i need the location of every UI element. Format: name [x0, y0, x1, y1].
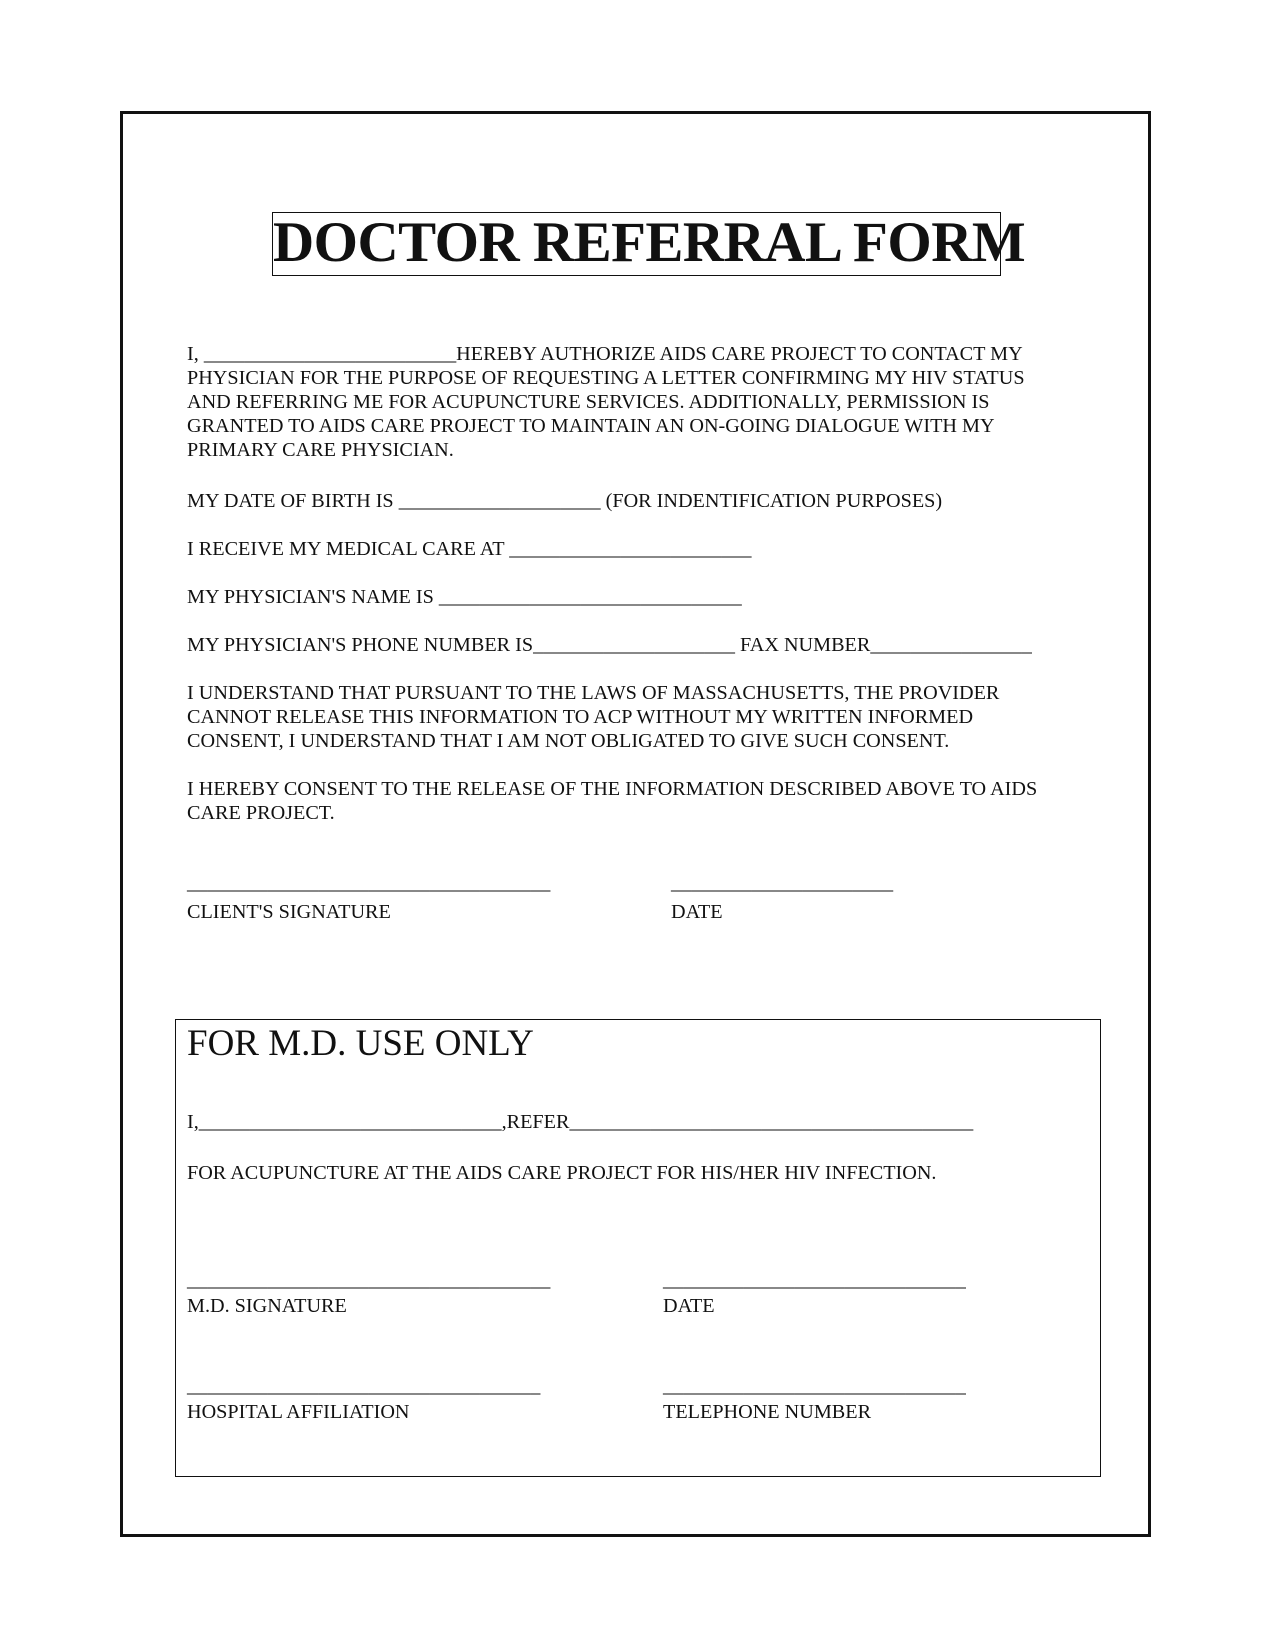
- md-acupuncture-line: FOR ACUPUNCTURE AT THE AIDS CARE PROJECT FOR HIS/HER HIV INFECTION.: [187, 1162, 937, 1184]
- client-signature-label: CLIENT'S SIGNATURE: [187, 901, 391, 923]
- authorization-line-5: PRIMARY CARE PHYSICIAN.: [187, 439, 454, 461]
- md-signature-blank[interactable]: ____________________________________: [187, 1269, 551, 1291]
- care-location-field[interactable]: I RECEIVE MY MEDICAL CARE AT ________________________: [187, 538, 752, 560]
- md-refer-line[interactable]: I,______________________________,REFER________________________________________: [187, 1111, 974, 1133]
- understanding-line-2: CANNOT RELEASE THIS INFORMATION TO ACP WITHOUT MY WRITTEN INFORMED: [187, 706, 974, 728]
- hospital-affiliation-blank[interactable]: ___________________________________: [187, 1375, 541, 1397]
- client-date-label: DATE: [671, 901, 723, 923]
- client-date-blank[interactable]: ______________________: [671, 872, 894, 894]
- md-section-title: FOR M.D. USE ONLY: [187, 1023, 534, 1064]
- authorization-line-4: GRANTED TO AIDS CARE PROJECT TO MAINTAIN AN ON-GOING DIALOGUE WITH MY: [187, 415, 995, 437]
- telephone-number-blank[interactable]: ______________________________: [663, 1375, 966, 1397]
- md-date-label: DATE: [663, 1295, 715, 1317]
- form-title: DOCTOR REFERRAL FORM: [273, 211, 1026, 274]
- understanding-line-3: CONSENT, I UNDERSTAND THAT I AM NOT OBLIGATED TO GIVE SUCH CONSENT.: [187, 730, 950, 752]
- authorization-line-1: I, _________________________HEREBY AUTHORIZE AIDS CARE PROJECT TO CONTACT MY: [187, 343, 1023, 365]
- physician-phone-fax-field[interactable]: MY PHYSICIAN'S PHONE NUMBER IS____________________ FAX NUMBER________________: [187, 634, 1032, 656]
- physician-name-field[interactable]: MY PHYSICIAN'S NAME IS ______________________________: [187, 586, 742, 608]
- telephone-number-label: TELEPHONE NUMBER: [663, 1401, 872, 1423]
- hospital-affiliation-label: HOSPITAL AFFILIATION: [187, 1401, 410, 1423]
- authorization-line-3: AND REFERRING ME FOR ACUPUNCTURE SERVICES. ADDITIONALLY, PERMISSION IS: [187, 391, 990, 413]
- md-signature-label: M.D. SIGNATURE: [187, 1295, 347, 1317]
- md-date-blank[interactable]: ______________________________: [663, 1269, 966, 1291]
- understanding-line-1: I UNDERSTAND THAT PURSUANT TO THE LAWS OF MASSACHUSETTS, THE PROVIDER: [187, 682, 1000, 704]
- consent-line-2: CARE PROJECT.: [187, 802, 335, 824]
- dob-field[interactable]: MY DATE OF BIRTH IS ____________________ (FOR INDENTIFICATION PURPOSES): [187, 490, 943, 512]
- authorization-line-2: PHYSICIAN FOR THE PURPOSE OF REQUESTING A LETTER CONFIRMING MY HIV STATUS: [187, 367, 1025, 389]
- client-signature-blank[interactable]: ____________________________________: [187, 872, 551, 894]
- consent-line-1: I HEREBY CONSENT TO THE RELEASE OF THE INFORMATION DESCRIBED ABOVE TO AIDS: [187, 778, 1038, 800]
